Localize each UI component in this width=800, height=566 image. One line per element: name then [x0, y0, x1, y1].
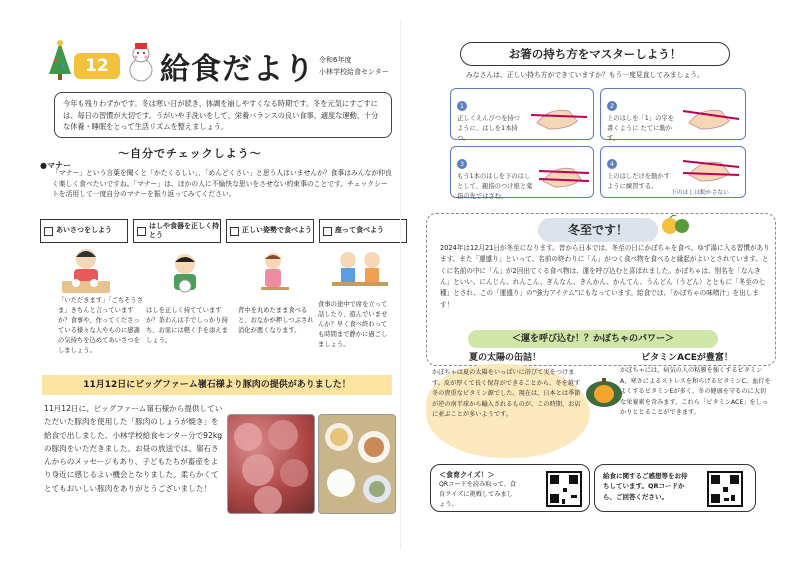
step-text: 正しくえんぴつを持つように、はしを1本持つ。 — [457, 115, 520, 143]
vitamin-ace-text: かぼちゃには、病気の人の粘膜を強くするビタミンA、寒さによるストレスを和らげるビタミンC、血行をよくするビタミンEが多く、冬の健康を守るのに大切な栄養素を含みます。これら「ビタミンACE」をしっかりととることができます。 — [620, 367, 771, 417]
chopsticks-lead: みなさんは、正しい持ち方ができていますか？もう一度見直してみましょう。 — [466, 71, 704, 79]
greeting-caption: 「いただきます」「ごちそうさま」きちんと言っていますか？食事や、作ってくださっている様々な人やものに感謝の気持ちを込めてあいさつをしましょう。 — [58, 297, 144, 355]
child-chopsticks-illustration — [160, 250, 210, 304]
quiz-box — [430, 464, 590, 512]
step-text: もう1本のはしを下のはしとして、親指のつけ根と薬指の先ではさむ。 — [457, 173, 533, 201]
pork-donation-banner: 11月12日にビッグファーム嶺石様より豚肉の提供がありました！ — [42, 375, 392, 395]
step-card — [450, 146, 594, 201]
self-check-heading: ～自分でチェックしよう～ — [118, 147, 262, 160]
newsletter-title: 給食だより — [160, 52, 315, 87]
step-text: 上のはしだけを動かすように練習する。 — [607, 173, 670, 191]
posture-caption: 背中を丸めたまま食べると、おなかが押しつぶされ消化が悪くなります。 — [238, 307, 314, 335]
step-card — [600, 88, 746, 143]
winter-solstice-text: 2024年は12月21日が冬至になります。昔から日本では、冬至の日にかぼちゃを食べ、ゆず湯に入る習慣があります。また「運盛り」といって、名前の終わりに「ん」がつく食べ物を食べると縁起がよいとされています。とくに名前の中に「ん」が2回出てくる食べ物は、運を呼び込むと喜ばれました。かぼちゃは、別名を「なんきん」といい、にんじん、れんこん、ぎんなん、きんかん、かんてん、うんどん（うどん）とともに「冬至の七種」とされ、この「運盛り」の“強力アイテム”にもなっています。給食では、「かぼちゃの味噌汁」を出します！ — [440, 244, 770, 309]
pumpkin-power-banner: ＜運を呼び込む！？かぼちゃのパワー＞ — [468, 330, 718, 348]
feedback-qr-code[interactable] — [707, 471, 743, 507]
checkbox[interactable] — [44, 227, 53, 236]
step-card — [600, 146, 746, 198]
quiz-text: QRコードを読み取って、食育クイズに挑戦してみましょう。 — [439, 481, 517, 508]
seated-caption: 食事の途中で席を立って話したり、遊んでいませんか？早く食べ終わっても時間まで静かに過ごしましょう。 — [318, 301, 388, 349]
checklist-item[interactable]: はしや食器を正しく持とう — [133, 219, 221, 243]
step-card — [450, 88, 594, 143]
yuzu-icon — [660, 212, 690, 240]
children-seated-illustration — [330, 246, 390, 300]
hand-chopstick-icon — [529, 97, 589, 133]
checklist-row — [40, 219, 407, 243]
pork-photo — [227, 414, 315, 514]
checklist-item[interactable]: あいさつをしよう — [40, 219, 128, 243]
intro-box: 今年も残りわずかです。冬は寒い日が続き、体調を崩しやすくなる時期です。冬を元気にすごすには、毎日の習慣が大切です。うがいや手洗いをして、栄養バランスの良い食事、適度な運動、十分な休養・睡眠をとって生活リズムを整えましょう。 — [54, 92, 392, 138]
manner-label: ●マナー — [40, 161, 71, 170]
step-number: 4 — [607, 159, 617, 169]
winter-solstice-title: 冬至です！ — [538, 218, 658, 242]
child-greeting-illustration — [56, 245, 116, 299]
vitamin-ace-heading: ビタミンACEが豊富！ — [641, 353, 733, 363]
center-divider — [400, 20, 401, 550]
chopsticks-title: お箸の持ち方をマスターしよう！ — [460, 42, 730, 66]
summer-sun-text: かぼちゃは夏の太陽をいっぱいに浴びて実をつけます。皮が厚くて長く保存ができることから、冬を越す冬の貴重なビタミン源でした。現在は、日本とは季節が逆の南半球から輸入されるものが、この時期、お店に並ぶことが多いようです。 — [432, 369, 581, 419]
hand-chopsticks-icon — [681, 151, 741, 183]
quiz-qr-code[interactable] — [546, 471, 582, 507]
step-number: 1 — [457, 101, 467, 111]
checkbox[interactable] — [230, 227, 239, 236]
step-text: 上のはしを「1」の字を書くように たてに動かす。 — [607, 115, 674, 143]
child-posture-illustration — [255, 250, 295, 304]
feedback-box — [594, 464, 756, 512]
hand-chopsticks-icon — [537, 155, 591, 191]
tree-icon — [48, 40, 72, 82]
checkbox[interactable] — [137, 227, 146, 236]
quiz-title: ＜食育クイズ！＞ — [439, 471, 495, 479]
pumpkin-icon — [584, 374, 624, 412]
summer-sun-heading: 夏の太陽の缶詰！ — [468, 353, 541, 363]
checklist-item[interactable]: 座って食べよう — [319, 219, 407, 243]
step-number: 3 — [457, 159, 467, 169]
hand-chopstick-icon — [681, 97, 741, 133]
step-number: 2 — [607, 101, 617, 111]
pork-donation-text: 11月12日に、ビッグファーム嶺石様から提供していただいた豚肉を使用した「豚肉のしょうが焼き」を給食で出しました。小林学校給食センター分で92kgの豚肉をいただきました。お昼の放送では、嶺石さんからのメッセージもあり、子どもたちが畜産をより身近に感じるよい機会となりました。柔らかくてとてもおいしい豚肉をありがとうございました！ — [44, 404, 223, 493]
checklist-item[interactable]: 正しい姿勢で食べよう — [226, 219, 314, 243]
issuer-center: 小林学校給食センター — [319, 68, 389, 76]
feedback-text: 給食に関するご感想等をお待ちしています。QRコードから、ご回答ください。 — [603, 472, 688, 501]
checkbox[interactable] — [323, 227, 332, 236]
step-note: 下のはしは動かさない — [671, 190, 729, 196]
month-badge: 12月 — [74, 53, 120, 79]
lunch-tray-photo — [318, 414, 396, 514]
manner-text: 「マナー」という言葉を聞くと「かたくるしい」、「めんどくさい」と思う人はいませんか？食事はみんなが仲良く楽しく食べたいですね。「マナー」は、ほかの人に不愉快な思いをさせない約束事のことです。チェックシートを活用して一度自分のマナーを振り返ってみてください。 — [52, 169, 392, 199]
issuer-year: 令和6年度 — [319, 56, 352, 64]
snowman-icon — [126, 42, 156, 82]
chopsticks-caption: はしを正しく持てていますか？茶わんは手でしっかり持ち、お皿には軽く手を添えましょう。 — [146, 307, 228, 345]
